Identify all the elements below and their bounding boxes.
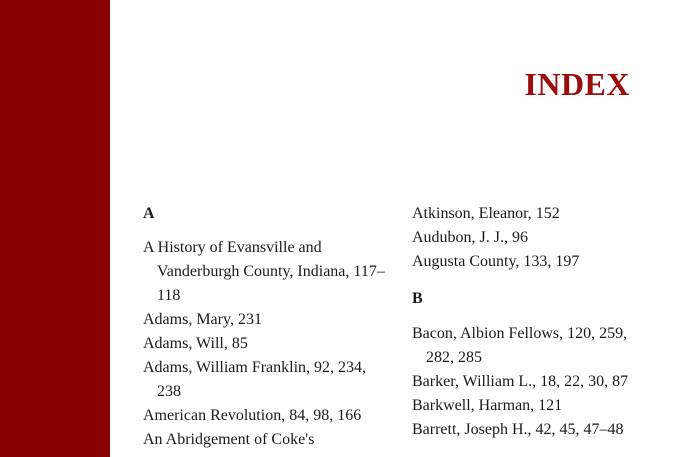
index-entry: American Revolution, 84, 98, 166 — [143, 407, 362, 424]
side-color-band — [0, 0, 110, 457]
index-entry: Adams, Mary, 231 — [143, 311, 262, 328]
index-entry: Augusta County, 133, 197 — [412, 253, 580, 270]
index-entry: Atkinson, Eleanor, 152 — [412, 205, 560, 222]
index-entry: Adams, Will, 85 — [143, 335, 248, 352]
index-column-right — [412, 202, 657, 442]
index-column-left — [143, 202, 388, 452]
page-title: INDEX — [524, 66, 630, 102]
letter-heading-a: A — [143, 205, 155, 222]
letter-heading-b: B — [412, 290, 423, 307]
index-entry: Adams, William Franklin, 92, 234, 238 — [143, 359, 367, 400]
index-entry: A History of Evansville and Vanderburgh County, Indiana, 117–118 — [143, 239, 385, 304]
index-entry: An Abridgement of Coke's — [143, 431, 315, 448]
index-entry: Audubon, J. J., 96 — [412, 229, 529, 246]
index-entry: Barker, William L., 18, 22, 30, 87 — [412, 373, 629, 390]
index-entry: Barrett, Joseph H., 42, 45, 47–48 — [412, 421, 624, 438]
index-entry: Bacon, Albion Fellows, 120, 259, 282, 285 — [412, 325, 628, 366]
index-entry: Barkwell, Harman, 121 — [412, 397, 563, 414]
